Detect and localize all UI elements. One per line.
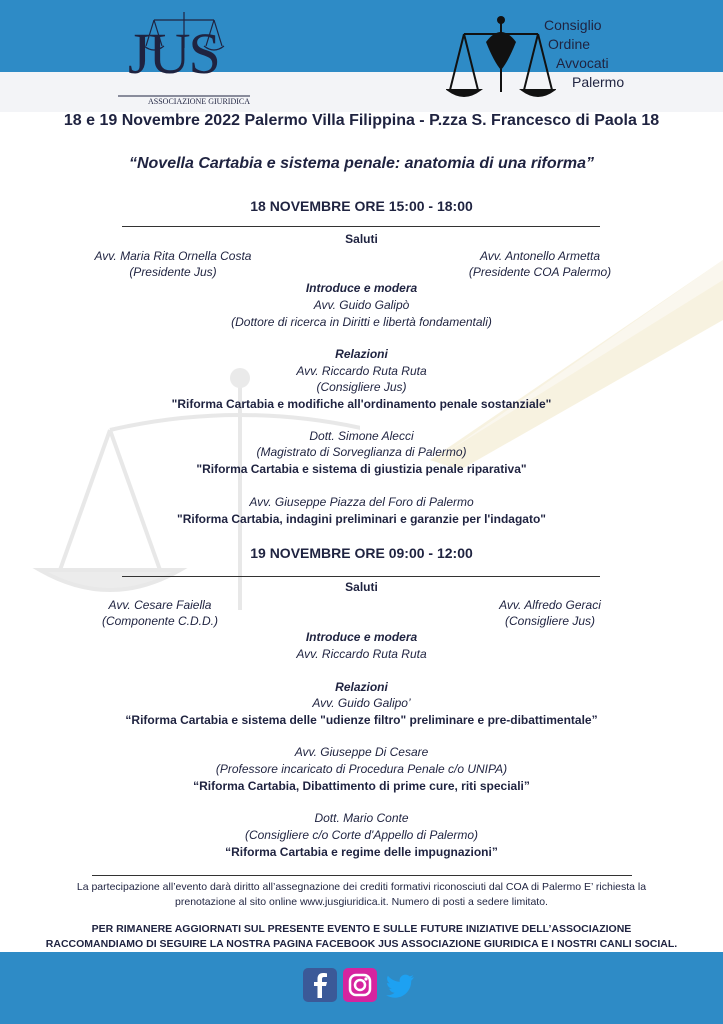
day2-talk1-speaker: Avv. Guido Galipo’	[312, 696, 411, 710]
day1-left-role: (Presidente Jus)	[129, 265, 217, 279]
participation-note-line1: La partecipazione all’evento darà diritto all’assegnazione dei crediti formativi riconosciuti dal COA di Palermo E’ richiesta la	[76, 881, 647, 893]
day1-heading: 18 NOVEMBRE ORE 15:00 - 18:00	[250, 198, 473, 214]
day1-relazioni-label: Relazioni	[335, 347, 388, 361]
day2-heading: 19 NOVEMBRE ORE 09:00 - 12:00	[250, 545, 473, 561]
day1-talk1-role: (Consigliere Jus)	[316, 380, 407, 394]
day2-moderator-name: Avv. Riccardo Ruta Ruta	[296, 647, 427, 661]
instagram-icon[interactable]	[343, 968, 377, 1002]
day1-talk2-topic: "Riforma Cartabia e sistema di giustizia penale riparativa"	[196, 462, 527, 476]
day2-relazioni-label: Relazioni	[335, 680, 388, 694]
follow-us-line2: RACCOMANDIAMO DI SEGUIRE LA NOSTRA PAGINA FACEBOOK JUS ASSOCIAZIONE GIURIDICA E I NOSTRI CANLI SOCIAL.	[45, 938, 678, 950]
day2-greeting-right	[480, 597, 620, 629]
jus-logo	[114, 8, 254, 108]
day2-moderator-label: Introduce e modera	[305, 630, 418, 644]
follow-us-line1: PER RIMANERE AGGIORNATI SUL PRESENTE EVENTO E SULLE FUTURE INIZIATIVE DELL’ASSOCIAZIONE	[91, 923, 632, 935]
event-date-location: 18 e 19 Novembre 2022 Palermo Villa Filippina - P.zza S. Francesco di Paola 18	[63, 112, 660, 129]
day1-talk1-topic: "Riforma Cartabia e modifiche all'ordinamento penale sostanziale"	[171, 397, 552, 411]
jus-logo-subtitle: ASSOCIAZIONE GIURIDICA	[148, 97, 250, 106]
day2-divider	[122, 576, 600, 577]
jus-logo-letters: JUS	[128, 21, 219, 86]
day2-left-role: (Componente C.D.D.)	[101, 614, 219, 628]
day2-talk3-role: (Consigliere c/o Corte d'Appello di Palermo)	[244, 828, 479, 842]
day2-talk2-topic: “Riforma Cartabia, Dibattimento di prime cure, riti speciali”	[193, 779, 530, 793]
footer-divider	[92, 875, 632, 876]
day1-left-name: Avv. Maria Rita Ornella Costa	[94, 249, 252, 263]
day2-left-name: Avv. Cesare Faiella	[108, 598, 212, 612]
day1-talk3-topic: "Riforma Cartabia, indagini preliminari e garanzie per l'indagato"	[177, 512, 546, 526]
coa-line-1: Consiglio	[544, 17, 602, 33]
event-title: “Novella Cartabia e sistema penale: anatomia di una riforma”	[128, 155, 595, 172]
day2-talk2-role: (Professore incaricato di Procedura Penale c/o UNIPA)	[215, 762, 508, 776]
day2-right-name: Avv. Alfredo Geraci	[499, 598, 601, 612]
day1-moderator-label: Introduce e modera	[305, 281, 418, 295]
coa-line-3: Avvocati	[556, 55, 609, 71]
day1-right-role: (Presidente COA Palermo)	[468, 265, 612, 279]
follow-us-note	[30, 922, 693, 952]
day2-talk2-speaker: Avv. Giuseppe Di Cesare	[294, 745, 429, 759]
coa-logo-text	[544, 16, 624, 92]
coa-scale-logo-icon	[446, 12, 556, 102]
day1-talk3-speaker: Avv. Giuseppe Piazza del Foro di Palermo	[249, 495, 474, 509]
participation-note-line2: prenotazione al sito online www.jusgiuridica.it. Numero di posti a sedere limitato.	[175, 896, 548, 908]
coa-line-4: Palermo	[572, 74, 625, 90]
day2-talk3-speaker: Dott. Mario Conte	[314, 811, 409, 825]
participation-note	[40, 880, 683, 910]
day2-saluti-label: Saluti	[345, 580, 378, 594]
day1-talk2-role: (Magistrato di Sorveglianza di Palermo)	[256, 445, 467, 459]
day2-greeting-left	[80, 597, 240, 629]
day1-divider	[122, 226, 600, 227]
day1-saluti-label: Saluti	[345, 232, 378, 246]
coa-line-2: Ordine	[548, 36, 591, 52]
day1-greeting-left	[78, 248, 268, 280]
day1-moderator-name: Avv. Guido Galipò	[313, 298, 410, 312]
day2-talk3-topic: “Riforma Cartabia e regime delle impugnazioni”	[225, 845, 498, 859]
facebook-icon[interactable]	[303, 968, 337, 1002]
day1-talk2-speaker: Dott. Simone Alecci	[309, 429, 414, 443]
day1-right-name: Avv. Antonello Armetta	[479, 249, 601, 263]
day1-talk1-speaker: Avv. Riccardo Ruta Ruta	[296, 364, 427, 378]
day2-right-role: (Consigliere Jus)	[504, 614, 596, 628]
twitter-icon[interactable]	[383, 968, 417, 1002]
day1-greeting-right	[450, 248, 630, 280]
day2-talk1-topic: “Riforma Cartabia e sistema delle "udienze filtro" preliminare e pre-dibattimentale”	[125, 713, 598, 727]
day1-moderator-role: (Dottore di ricerca in Diritti e libertà fondamentali)	[231, 315, 492, 329]
